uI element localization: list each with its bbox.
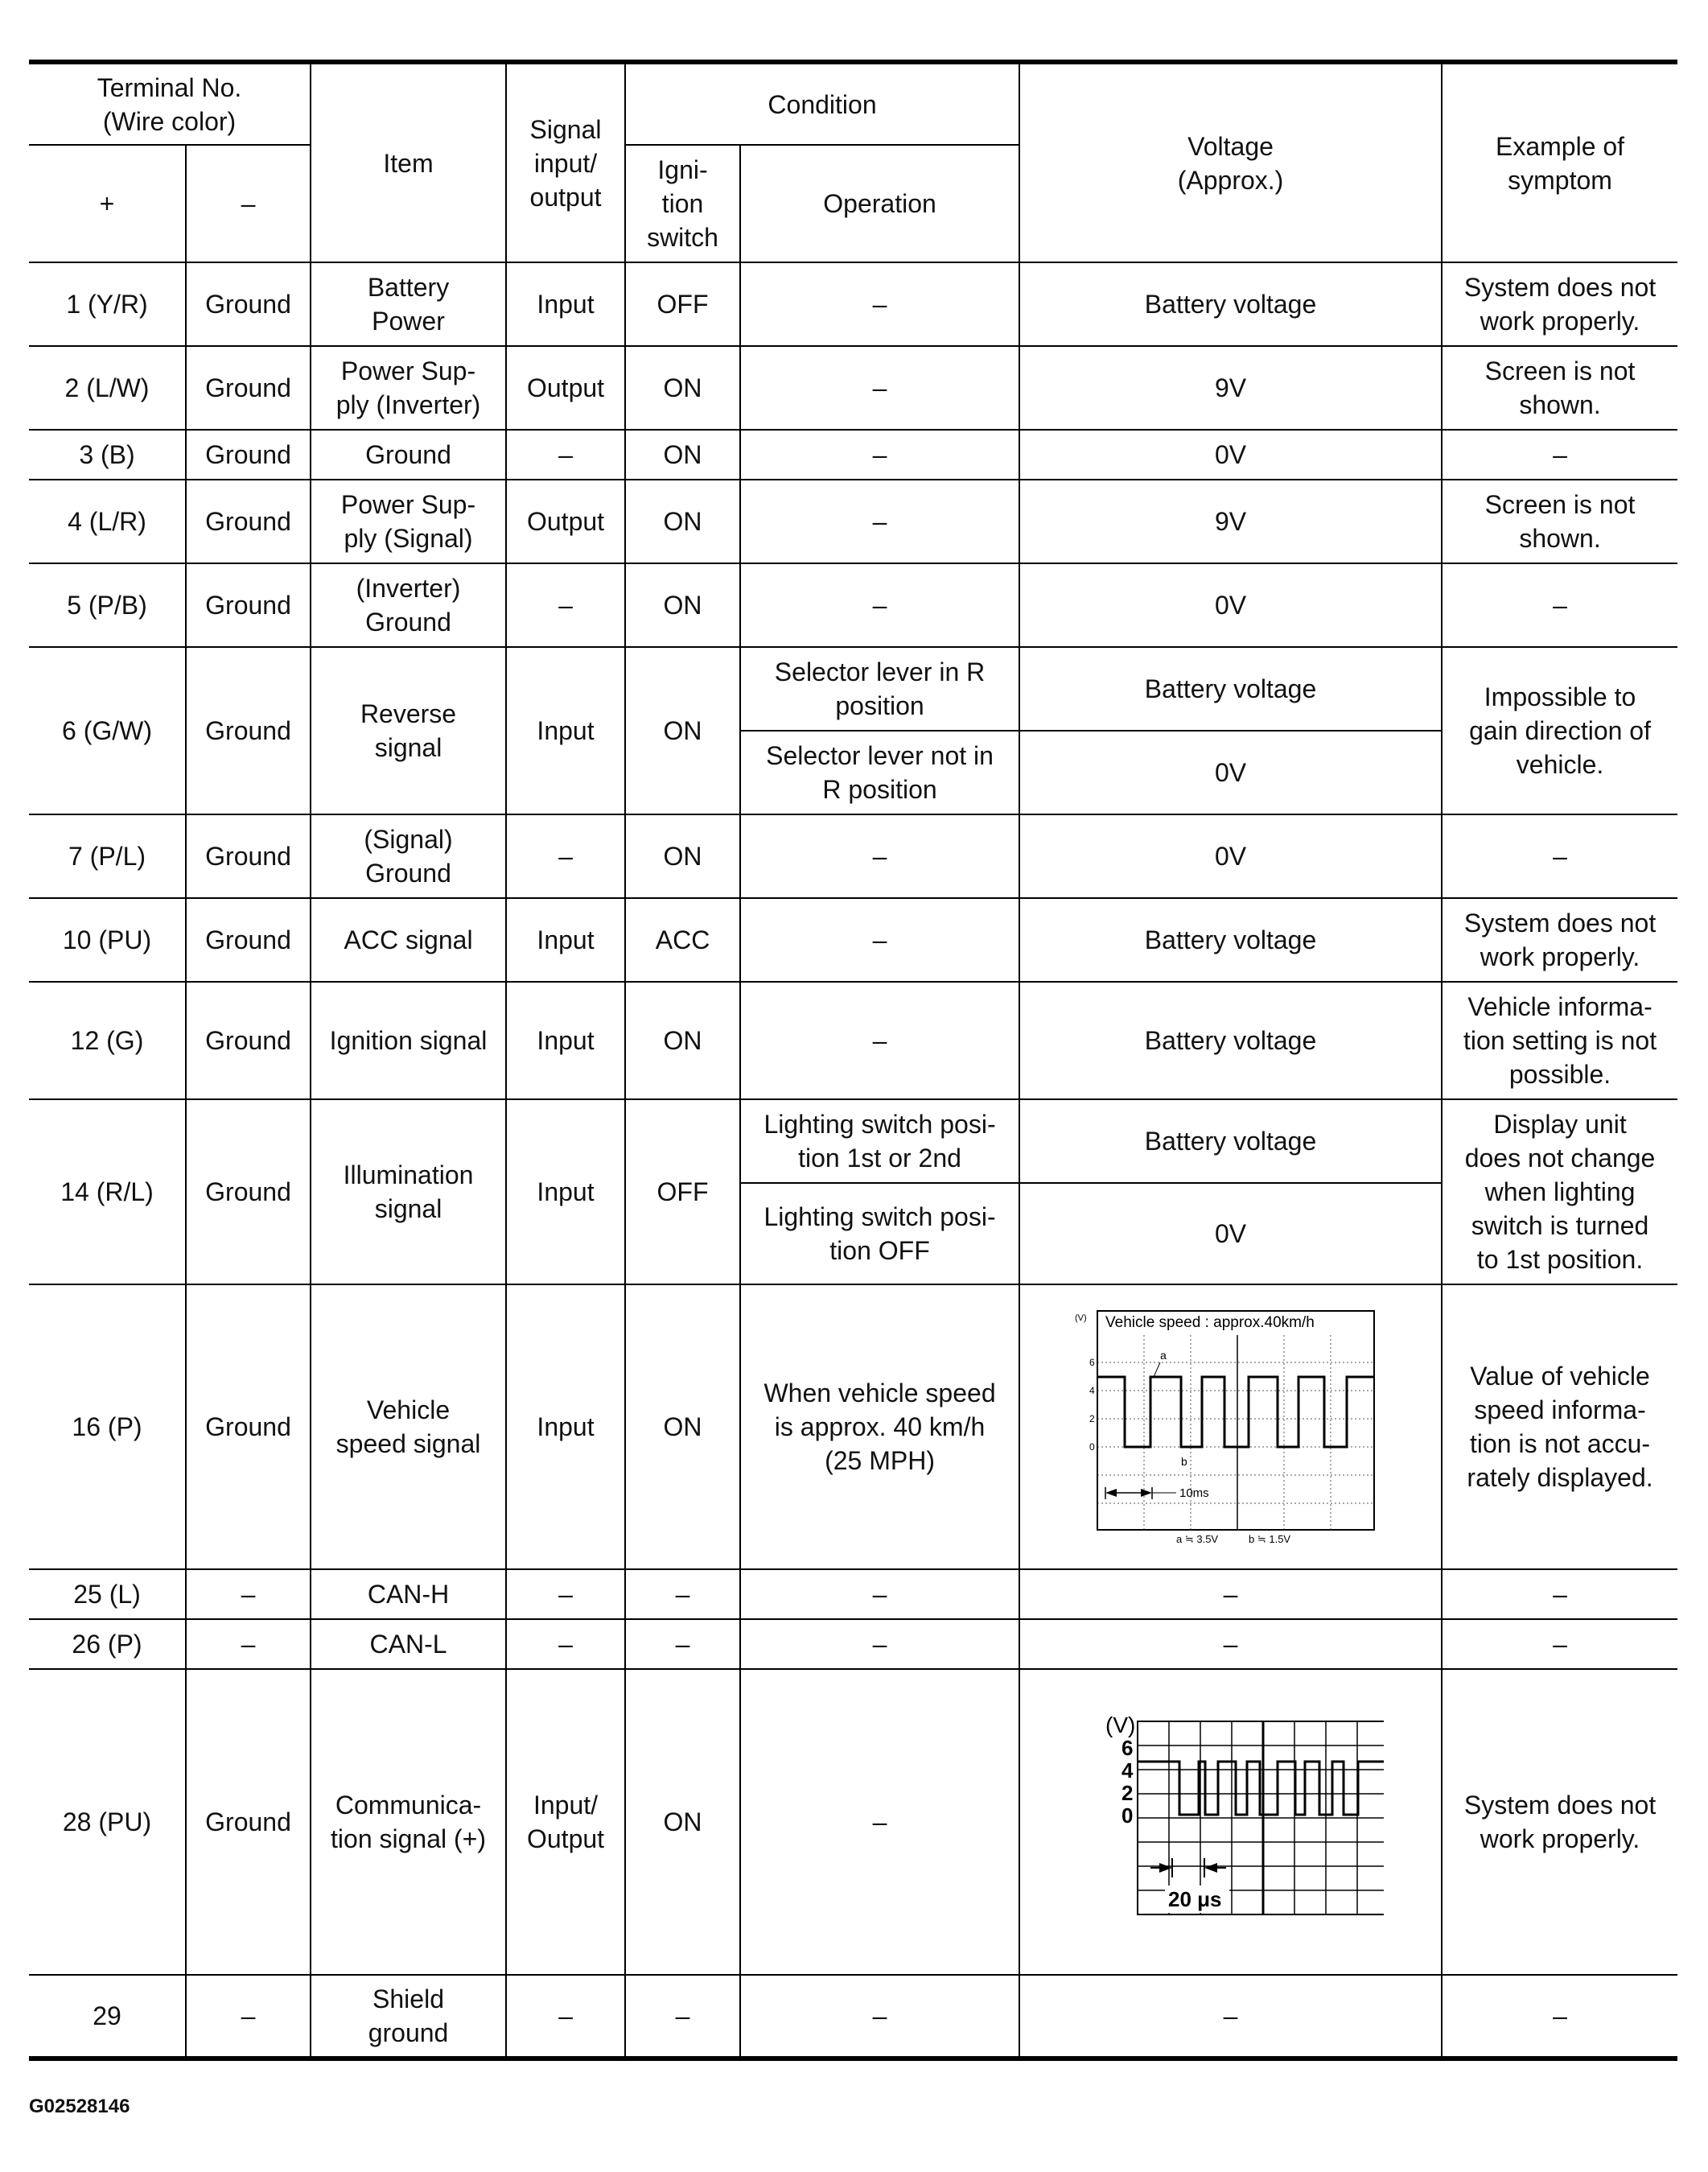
operation-cell: – — [740, 480, 1019, 563]
ignition-cell: – — [625, 1975, 740, 2059]
header-plus: + — [29, 145, 186, 262]
header-ignition: Igni- tion switch — [625, 145, 740, 262]
ground-cell: Ground — [186, 898, 311, 982]
operation-cell: Selector lever in R position — [740, 647, 1019, 731]
terminal-cell: 10 (PU) — [29, 898, 186, 982]
table-row — [29, 262, 1677, 346]
operation-cell: – — [740, 1669, 1019, 1975]
symptom-cell: – — [1442, 1975, 1677, 2059]
operation-cell: – — [740, 1619, 1019, 1669]
voltage-cell — [1019, 1284, 1442, 1569]
terminal-table-container — [29, 60, 1677, 2061]
operation-cell: Lighting switch posi- tion 1st or 2nd — [740, 1099, 1019, 1183]
ignition-cell: ON — [625, 1669, 740, 1975]
table-row — [29, 1619, 1677, 1669]
ground-cell: Ground — [186, 814, 311, 898]
signal-cell: Output — [506, 346, 625, 430]
signal-cell: – — [506, 814, 625, 898]
ignition-cell: ON — [625, 430, 740, 480]
terminal-cell: 4 (L/R) — [29, 480, 186, 563]
item-cell: Vehicle speed signal — [311, 1284, 506, 1569]
waveform-y-tick: 0 — [1089, 1441, 1095, 1453]
waveform-frame — [1097, 1311, 1374, 1530]
ground-cell: Ground — [186, 563, 311, 647]
ignition-cell: OFF — [625, 1099, 740, 1284]
ignition-cell: ON — [625, 346, 740, 430]
waveform-label-a: a — [1159, 1349, 1167, 1362]
time-arrow-right — [1141, 1489, 1152, 1497]
waveform-grid — [1097, 1335, 1374, 1530]
ignition-cell: ON — [625, 480, 740, 563]
symptom-cell: Screen is not shown. — [1442, 480, 1677, 563]
header-item: Item — [311, 62, 506, 262]
voltage-cell: Battery voltage — [1019, 262, 1442, 346]
signal-cell: Input — [506, 647, 625, 814]
voltage-cell: – — [1019, 1569, 1442, 1619]
signal-cell: Input — [506, 262, 625, 346]
waveform-y-tick: 6 — [1121, 1736, 1133, 1760]
symptom-cell: – — [1442, 563, 1677, 647]
table-row — [29, 647, 1677, 731]
communication-signal-waveform — [1078, 1713, 1384, 1931]
signal-cell: – — [506, 1975, 625, 2059]
waveform-y-tick: 6 — [1089, 1357, 1095, 1368]
voltage-cell: Battery voltage — [1019, 898, 1442, 982]
table-row — [29, 1284, 1677, 1569]
ignition-cell: ON — [625, 982, 740, 1099]
waveform-unit-label: (V) — [1105, 1713, 1135, 1737]
signal-cell: – — [506, 1569, 625, 1619]
voltage-cell: 9V — [1019, 480, 1442, 563]
time-arrow-right — [1204, 1863, 1217, 1873]
signal-cell: – — [506, 1619, 625, 1669]
operation-cell: – — [740, 1975, 1019, 2059]
terminal-cell: 28 (PU) — [29, 1669, 186, 1975]
item-cell: (Signal) Ground — [311, 814, 506, 898]
terminal-cell: 3 (B) — [29, 430, 186, 480]
terminal-spec-table — [29, 60, 1677, 2061]
ground-cell: Ground — [186, 430, 311, 480]
terminal-cell: 14 (R/L) — [29, 1099, 186, 1284]
signal-cell: Input — [506, 1099, 625, 1284]
waveform-footnote-a: a ≒ 3.5V — [1175, 1533, 1218, 1545]
item-cell: Power Sup- ply (Inverter) — [311, 346, 506, 430]
terminal-cell: 16 (P) — [29, 1284, 186, 1569]
item-cell: (Inverter) Ground — [311, 563, 506, 647]
ignition-cell: ON — [625, 814, 740, 898]
signal-cell: Input/ Output — [506, 1669, 625, 1975]
signal-cell: Input — [506, 1284, 625, 1569]
table-row — [29, 814, 1677, 898]
symptom-cell: System does not work properly. — [1442, 262, 1677, 346]
ground-cell: Ground — [186, 1669, 311, 1975]
voltage-cell: – — [1019, 1975, 1442, 2059]
waveform-y-tick: 4 — [1089, 1385, 1095, 1396]
symptom-cell: Value of vehicle speed informa- tion is not accu- rately displayed. — [1442, 1284, 1677, 1569]
ground-cell: Ground — [186, 1284, 311, 1569]
ignition-cell: – — [625, 1569, 740, 1619]
voltage-cell: 9V — [1019, 346, 1442, 430]
signal-cell: Input — [506, 898, 625, 982]
symptom-cell: – — [1442, 1569, 1677, 1619]
signal-cell: – — [506, 563, 625, 647]
voltage-cell: 0V — [1019, 430, 1442, 480]
table-row — [29, 982, 1677, 1099]
table-row — [29, 430, 1677, 480]
waveform-y-tick: 0 — [1121, 1803, 1133, 1828]
header-voltage: Voltage (Approx.) — [1019, 62, 1442, 262]
header-symptom: Example of symptom — [1442, 62, 1677, 262]
voltage-cell — [1019, 1669, 1442, 1975]
terminal-cell: 2 (L/W) — [29, 346, 186, 430]
header-signal: Signal input/ output — [506, 62, 625, 262]
table-row — [29, 346, 1677, 430]
voltage-cell: 0V — [1019, 731, 1442, 814]
ground-cell: Ground — [186, 346, 311, 430]
voltage-cell: Battery voltage — [1019, 647, 1442, 731]
symptom-cell: – — [1442, 430, 1677, 480]
item-cell: CAN-L — [311, 1619, 506, 1669]
voltage-cell: Battery voltage — [1019, 1099, 1442, 1183]
ground-cell: Ground — [186, 262, 311, 346]
ground-cell: Ground — [186, 1099, 311, 1284]
ignition-cell: ON — [625, 563, 740, 647]
symptom-cell: – — [1442, 1619, 1677, 1669]
waveform-y-tick: 2 — [1089, 1413, 1095, 1424]
operation-cell: – — [740, 346, 1019, 430]
speed-signal-trace — [1097, 1377, 1374, 1447]
operation-cell: – — [740, 563, 1019, 647]
waveform-footnote-b: b ≒ 1.5V — [1248, 1533, 1290, 1545]
item-cell: Illumination signal — [311, 1099, 506, 1284]
ground-cell: – — [186, 1619, 311, 1669]
figure-code: G02528146 — [29, 2096, 130, 2117]
waveform-unit-label: (V) — [1074, 1313, 1087, 1323]
item-cell: CAN-H — [311, 1569, 506, 1619]
terminal-cell: 25 (L) — [29, 1569, 186, 1619]
waveform-time-label: 10ms — [1179, 1486, 1209, 1500]
table-row — [29, 1569, 1677, 1619]
terminal-cell: 1 (Y/R) — [29, 262, 186, 346]
terminal-cell: 7 (P/L) — [29, 814, 186, 898]
symptom-cell: Vehicle informa- tion setting is not possible. — [1442, 982, 1677, 1099]
table-row — [29, 480, 1677, 563]
signal-cell: Output — [506, 480, 625, 563]
signal-cell: Input — [506, 982, 625, 1099]
header-operation: Operation — [740, 145, 1019, 262]
operation-cell: – — [740, 982, 1019, 1099]
symptom-cell: – — [1442, 814, 1677, 898]
ground-cell: Ground — [186, 480, 311, 563]
signal-cell: – — [506, 430, 625, 480]
ignition-cell: ACC — [625, 898, 740, 982]
operation-cell: – — [740, 262, 1019, 346]
waveform-title: Vehicle speed : approx.40km/h — [1105, 1314, 1315, 1331]
item-cell: Reverse signal — [311, 647, 506, 814]
operation-cell: Selector lever not in R position — [740, 731, 1019, 814]
item-cell: Communica- tion signal (+) — [311, 1669, 506, 1975]
operation-cell: – — [740, 814, 1019, 898]
terminal-cell: 29 — [29, 1975, 186, 2059]
terminal-cell: 26 (P) — [29, 1619, 186, 1669]
terminal-cell: 6 (G/W) — [29, 647, 186, 814]
ignition-cell: ON — [625, 647, 740, 814]
table-row — [29, 1669, 1677, 1975]
item-cell: Ignition signal — [311, 982, 506, 1099]
terminal-cell: 5 (P/B) — [29, 563, 186, 647]
table-row — [29, 563, 1677, 647]
item-cell: Ground — [311, 430, 506, 480]
voltage-cell: 0V — [1019, 563, 1442, 647]
operation-cell: Lighting switch posi- tion OFF — [740, 1183, 1019, 1284]
waveform-y-tick: 2 — [1121, 1781, 1133, 1805]
symptom-cell: System does not work properly. — [1442, 898, 1677, 982]
vehicle-speed-waveform — [1070, 1306, 1392, 1548]
table-row — [29, 1975, 1677, 2059]
ground-cell: Ground — [186, 647, 311, 814]
item-cell: Power Sup- ply (Signal) — [311, 480, 506, 563]
waveform-time-label: 20 μs — [1167, 1887, 1222, 1911]
symptom-cell: System does not work properly. — [1442, 1669, 1677, 1975]
terminal-cell: 12 (G) — [29, 982, 186, 1099]
ground-cell: – — [186, 1975, 311, 2059]
ground-cell: Ground — [186, 982, 311, 1099]
voltage-cell: 0V — [1019, 814, 1442, 898]
ignition-cell: ON — [625, 1284, 740, 1569]
operation-cell: – — [740, 1569, 1019, 1619]
ignition-cell: OFF — [625, 262, 740, 346]
voltage-cell: 0V — [1019, 1183, 1442, 1284]
header-minus: – — [186, 145, 311, 262]
item-cell: ACC signal — [311, 898, 506, 982]
operation-cell: – — [740, 430, 1019, 480]
voltage-cell: Battery voltage — [1019, 982, 1442, 1099]
operation-cell: When vehicle speed is approx. 40 km/h (25 MPH) — [740, 1284, 1019, 1569]
time-arrow-left — [1105, 1489, 1117, 1497]
item-cell: Shield ground — [311, 1975, 506, 2059]
header-terminal: Terminal No. (Wire color) — [29, 62, 311, 145]
ignition-cell: – — [625, 1619, 740, 1669]
waveform-label-b: b — [1180, 1455, 1187, 1468]
table-row — [29, 1099, 1677, 1183]
symptom-cell: Impossible to gain direction of vehicle. — [1442, 647, 1677, 814]
voltage-cell: – — [1019, 1619, 1442, 1669]
label-a-leader — [1154, 1362, 1160, 1377]
operation-cell: – — [740, 898, 1019, 982]
symptom-cell: Display unit does not change when lighting switch is turned to 1st position. — [1442, 1099, 1677, 1284]
time-arrow-left — [1159, 1863, 1172, 1873]
ground-cell: – — [186, 1569, 311, 1619]
header-condition: Condition — [625, 62, 1019, 145]
waveform-y-tick: 4 — [1121, 1758, 1133, 1783]
symptom-cell: Screen is not shown. — [1442, 346, 1677, 430]
table-row — [29, 898, 1677, 982]
item-cell: Battery Power — [311, 262, 506, 346]
